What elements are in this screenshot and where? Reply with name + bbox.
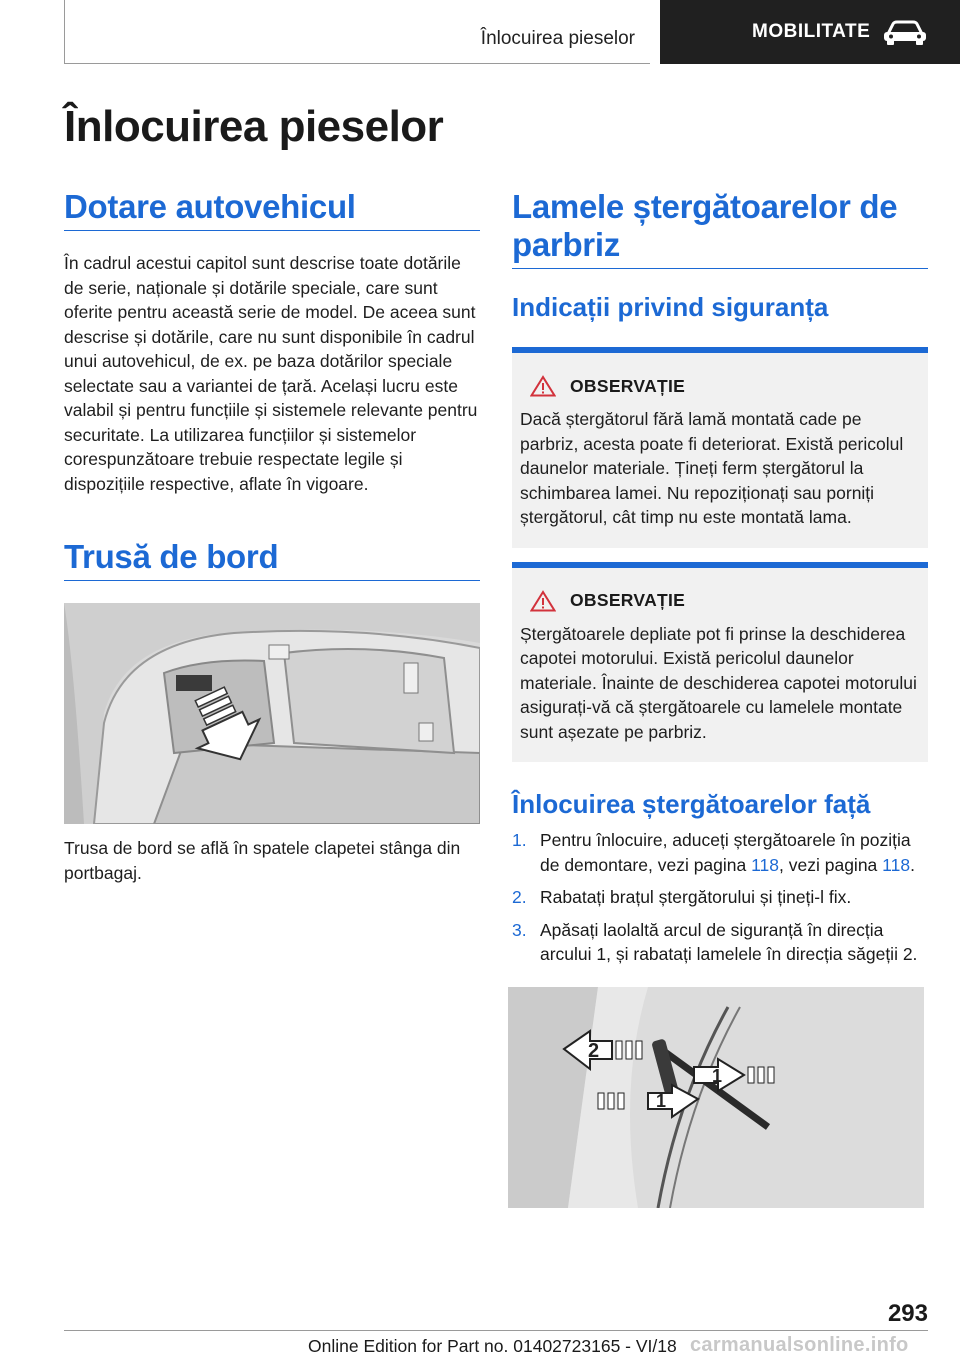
warning-triangle-icon	[530, 590, 556, 612]
step-number: 3.	[512, 919, 527, 940]
header-section-label: Înlocuirea pieselor	[480, 28, 635, 49]
wiper-figure	[508, 987, 924, 1208]
left-column	[64, 188, 480, 885]
svg-text:2: 2	[588, 1039, 600, 1062]
notice-text-2: Ștergătoarele depliate pot fi prinse la deschiderea capotei motorului. Există pericolul daunelor materiale. Înainte de deschiderea capotei motorului asigurați-vă că ștergătoarele cu lamelele montate sunt așezate pe parbriz.	[520, 623, 917, 742]
heading-safety-notes: Indicații privind siguranța	[512, 292, 829, 322]
step-text: Rabatați brațul ștergătorului și țineți-l fix.	[540, 887, 852, 907]
wiper-illustration	[508, 987, 924, 1208]
step-number: 2.	[512, 887, 527, 907]
trunk-illustration	[64, 603, 480, 824]
notice-box-2	[512, 562, 928, 763]
header-tab[interactable]	[660, 0, 960, 64]
vehicle-equipment-text: În cadrul acestui capitol sunt descrise toate dotările de serie, naționale și dotările speciale, care sunt oferite pentru această serie de model. De aceea sunt descrise și dotările, care nu sunt disponibile în cadrul unui autovehicul, de ex. pe baza dotărilor speciale selectate sau a variantei de țară. Același lucru este valabil și pentru funcțiile și sistemele relevante pentru securitate. La utilizarea funcțiilor și sistemelor corespunzătoare trebuie respectate legile și dispozițiile respective, aflate în vigoare.	[64, 253, 478, 494]
first-aid-kit-figure	[64, 603, 480, 824]
heading-wiper-blades: Lamele ștergătoarelor de parbriz	[512, 188, 928, 269]
svg-text:1: 1	[712, 1065, 723, 1086]
list-item	[512, 828, 928, 877]
list-item	[512, 885, 928, 910]
header-tab-label: MOBILITATE	[752, 21, 871, 42]
step-number: 1.	[512, 830, 527, 850]
right-column	[512, 188, 928, 1208]
heading-front-wipers: Înlocuirea ștergătoarelor față	[512, 789, 871, 819]
heading-first-aid-kit: Trusă de bord	[64, 538, 480, 581]
wiper-steps-list	[512, 828, 928, 967]
notice-title-2: OBSERVAȚIE	[570, 590, 686, 610]
notice-header-2	[520, 590, 920, 612]
page-title: Înlocuirea pieselor	[64, 102, 444, 151]
heading-vehicle-equipment: Dotare autovehicul	[64, 188, 480, 231]
step-text: Apăsați laolaltă arcul de siguranță în direcția arcului 1, și rabatați lamelele în direcția săgeții 2.	[540, 919, 918, 964]
notice-title-1: OBSERVAȚIE	[570, 375, 686, 396]
first-aid-kit-caption: Trusa de bord se află în spatele clapetei stânga din portbagaj.	[64, 838, 461, 883]
footer-watermark-logo: carmanualsonline.info	[690, 1334, 909, 1356]
warning-triangle-icon	[530, 375, 556, 397]
notice-box-1	[512, 347, 928, 548]
footer-edition: Online Edition for Part no. 01402723165 - VI/18	[308, 1336, 677, 1356]
page-number: 293	[887, 1300, 928, 1327]
header-left-rule	[64, 0, 65, 64]
step-text: Pentru înlocuire, aduceți ștergătoarele în poziția de demontare, vezi pagina 118, vezi pagina 118.	[540, 830, 915, 875]
notice-header-1	[520, 375, 920, 397]
car-icon	[882, 18, 928, 46]
page-link-118[interactable]: 118	[882, 854, 911, 875]
page-link-118[interactable]: 118	[751, 854, 780, 875]
footer-rule	[64, 1330, 928, 1331]
svg-text:1: 1	[656, 1090, 667, 1111]
header-bottom-rule	[64, 63, 650, 64]
notice-text-1: Dacă ștergătorul fără lamă montată cade pe parbriz, acesta poate fi deteriorat. Există pericolul daunelor materiale. Țineți ferm ștergătorul la schimbarea lamei. Nu repoziționați sau porniți ștergătorul, cât timp nu este montată lama.	[520, 409, 904, 527]
list-item	[512, 918, 928, 967]
